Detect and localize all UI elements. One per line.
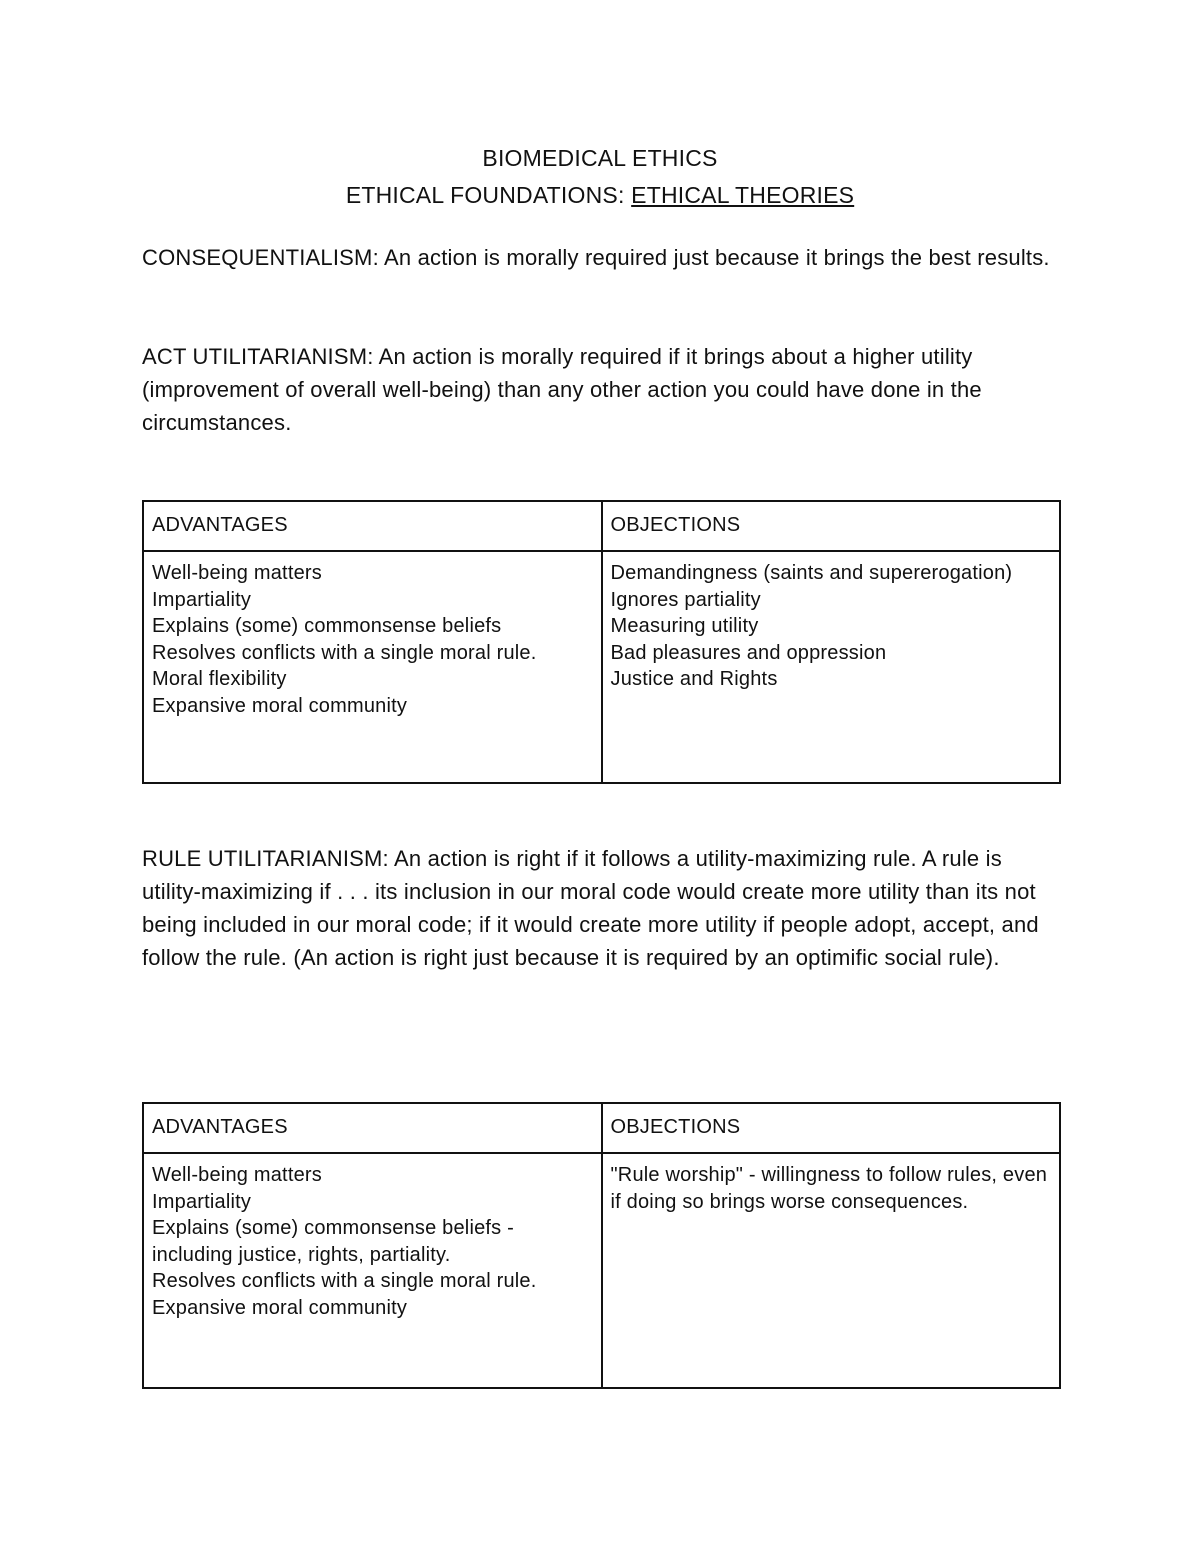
advantages-header: ADVANTAGES [143, 501, 602, 551]
list-item: Ignores partiality [610, 588, 761, 611]
advantages-cell [143, 1153, 602, 1388]
list-item: Well-being matters [152, 1164, 322, 1186]
list-item: Resolves conflicts with a single moral rule. [152, 641, 537, 664]
list-item: Measuring utility [610, 615, 759, 637]
subtitle-prefix: ETHICAL FOUNDATIONS: [345, 182, 632, 208]
subtitle-underlined: ETHICAL THEORIES [631, 182, 855, 208]
advantages-cell [143, 551, 602, 783]
list-item: Resolves conflicts with a single moral rule. [152, 1270, 537, 1292]
objections-header: OBJECTIONS [602, 1103, 1061, 1153]
list-item: Explains (some) commonsense beliefs [152, 615, 502, 637]
table-row [143, 1153, 1060, 1388]
objections-cell [602, 1153, 1061, 1388]
list-item: Expansive moral community [152, 1296, 408, 1319]
rule-utilitarianism-table [142, 1102, 1061, 1389]
document-header [0, 140, 1200, 214]
list-item: Explains (some) commonsense beliefs - including justice, rights, partiality. [152, 1217, 514, 1266]
list-item: Well-being matters [152, 562, 322, 584]
list-item: Bad pleasures and oppression [610, 641, 887, 664]
act-utilitarianism-table [142, 500, 1061, 784]
list-item: Demandingness (saints and supererogation) [610, 562, 1013, 584]
objections-header: OBJECTIONS [602, 501, 1061, 551]
list-item: Expansive moral community [152, 694, 408, 717]
act-utilitarianism-definition: ACT UTILITARIANISM: An action is morally required if it brings about a higher utility (improvement of overall well-being) than any other action you could have done in the circumstances. [142, 344, 982, 435]
document-title: BIOMEDICAL ETHICS [482, 145, 718, 171]
advantages-header: ADVANTAGES [143, 1103, 602, 1153]
list-item: "Rule worship" - willingness to follow rules, even if doing so brings worse consequences. [610, 1164, 1048, 1213]
objections-cell [602, 551, 1061, 783]
list-item: Impartiality [152, 588, 252, 611]
list-item: Moral flexibility [152, 668, 287, 690]
document-subtitle [0, 177, 1200, 214]
table-row [143, 551, 1060, 783]
table-header-row [143, 501, 1060, 551]
rule-utilitarianism-definition: RULE UTILITARIANISM: An action is right if it follows a utility-maximizing rule. A rule is utility-maximizing if . . . its inclusion in our moral code would create more utility than its not being included in our moral code; if it would create more utility if people adopt, accept, and follow the rule. (An action is right just because it is required by an optimific social rule). [142, 846, 1039, 970]
consequentialism-definition: CONSEQUENTIALISM: An action is morally required just because it brings the best results. [142, 245, 1050, 270]
list-item: Justice and Rights [610, 668, 778, 690]
table-header-row [143, 1103, 1060, 1153]
list-item: Impartiality [152, 1190, 252, 1213]
